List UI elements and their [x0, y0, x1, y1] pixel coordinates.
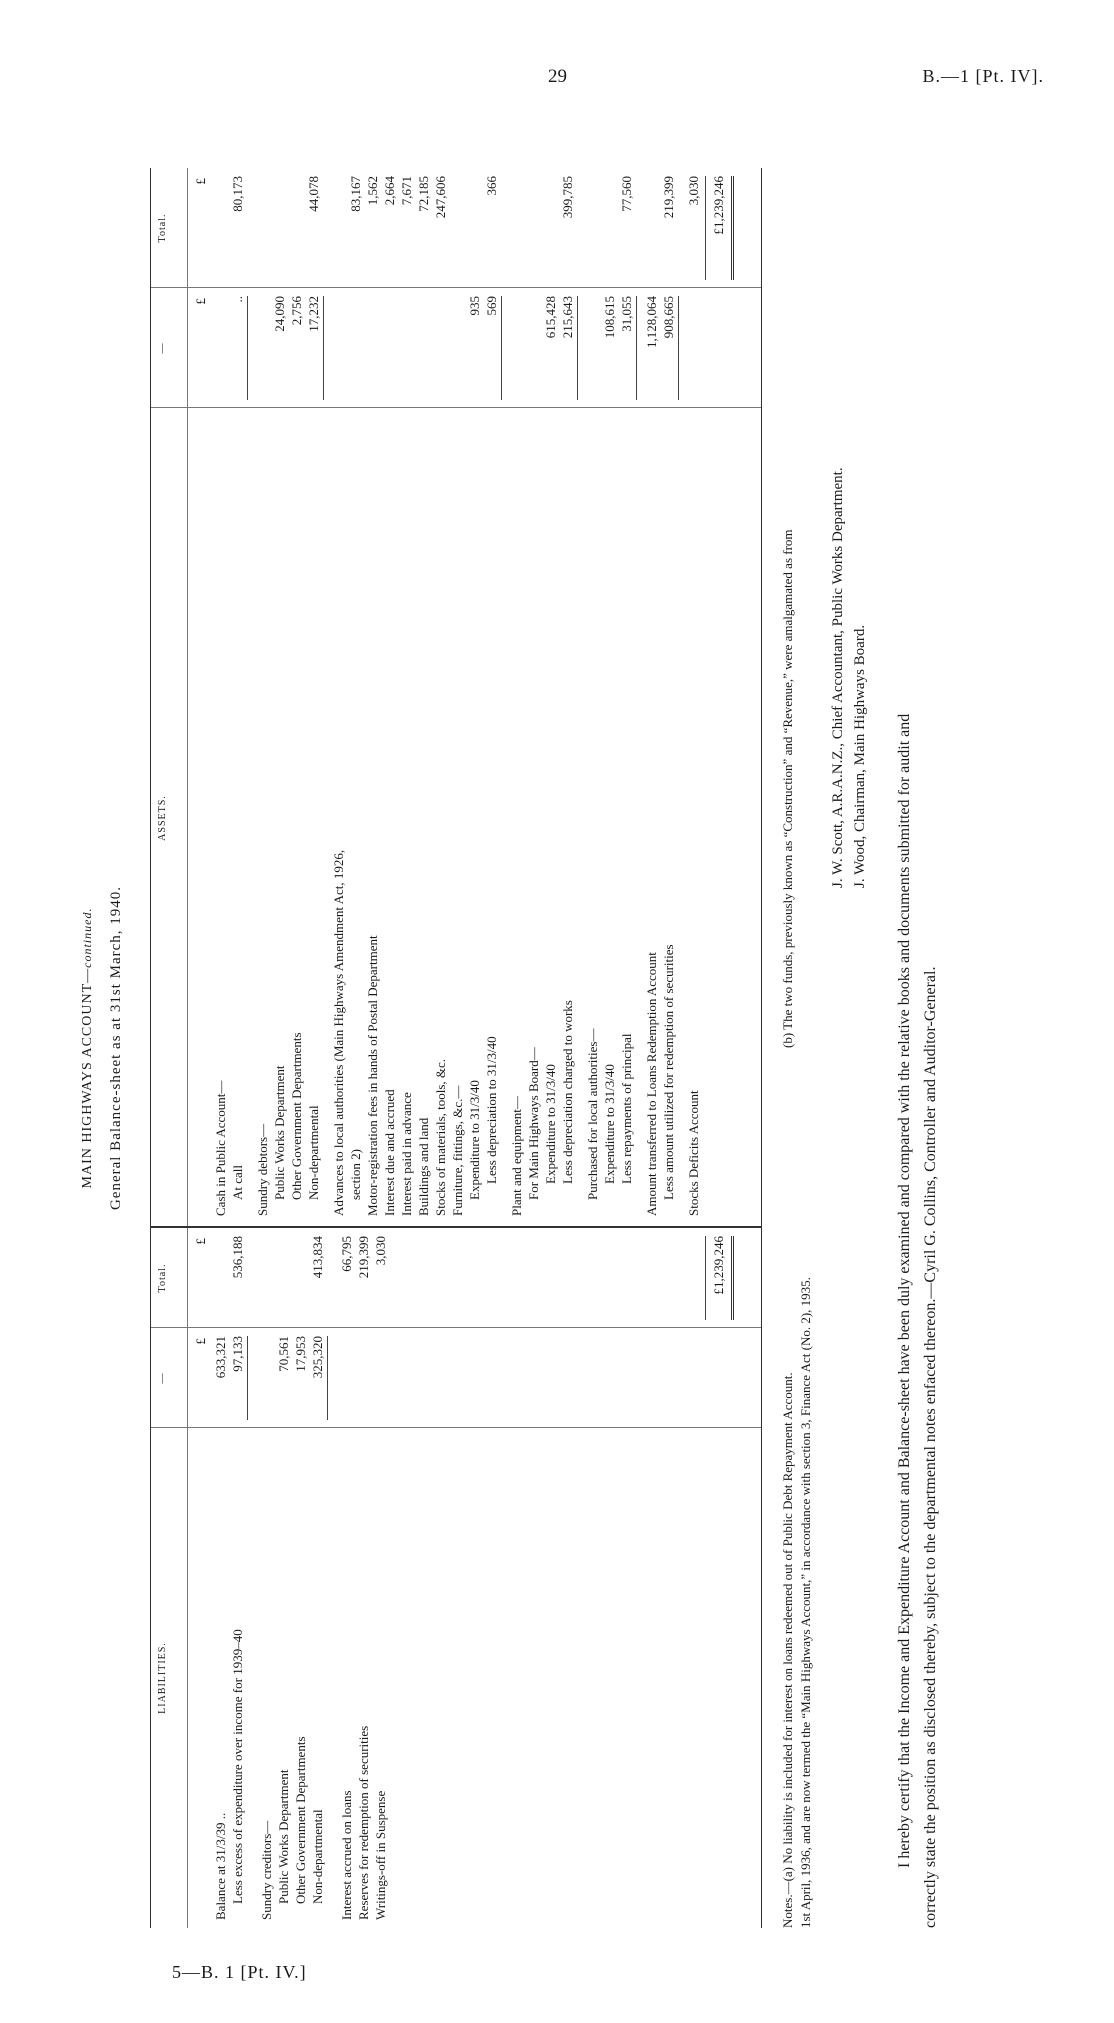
assets-row-label: Sundry debtors—	[255, 1123, 270, 1216]
assets-row-total: 219,399	[661, 176, 676, 219]
assets-row-label: For Main Highways Board—	[526, 1047, 541, 1200]
assets-row-label: At call	[230, 1164, 245, 1200]
assets-row-total: 77,560	[619, 176, 634, 212]
assets-row-total: 7,671	[399, 176, 414, 206]
liabilities-total-header: Total.	[157, 1263, 168, 1293]
liabilities-row-label: Balance at 31/3/39 ..	[213, 1812, 228, 1920]
assets-heading: ASSETS.	[157, 795, 168, 841]
note-a: Notes.—(a) No liability is included for interest on loans redeemed out of Public Debt Repayment Account.	[780, 1372, 795, 1928]
liabilities-row-label: Less excess of expenditure over income for 1939–40	[230, 1629, 245, 1904]
header-rule	[187, 168, 188, 1928]
assets-row-amount: 615,428	[543, 296, 558, 339]
liabilities-row-amount: 97,133	[230, 1336, 245, 1372]
assets-row-total: 1,562	[365, 176, 380, 206]
liabilities-dash-header: —	[157, 1372, 168, 1384]
liabilities-row-label: Interest accrued on loans	[339, 1790, 354, 1920]
assets-row-total: 72,185	[416, 176, 431, 212]
assets-row-amount: 935	[467, 296, 482, 316]
liabilities-subtotal-rule	[327, 1336, 328, 1420]
liabilities-row-label: Public Works Department	[276, 1769, 291, 1904]
assets-row-label: Motor-registration fees in hands of Postal Department	[365, 935, 380, 1216]
page-number: 29	[548, 66, 567, 87]
assets-row-label: Stocks Deficits Account	[686, 1090, 701, 1216]
assets-row-label: section 2)	[348, 1149, 363, 1200]
liabilities-grand-total-double-rule	[731, 1236, 734, 1320]
assets-total-currency-symbol: £	[193, 178, 208, 185]
assets-subtotal-rule	[678, 296, 679, 400]
assets-subtotal-rule	[577, 296, 578, 400]
assets-row-amount: 17,232	[306, 296, 321, 332]
assets-row-label: Public Works Department	[272, 1065, 287, 1200]
assets-row-label: Buildings and land	[416, 1117, 431, 1216]
assets-row-label: Expenditure to 31/3/40	[543, 1064, 558, 1184]
liabilities-row-amount: 633,321	[213, 1336, 228, 1379]
liabilities-row-amount: 325,320	[310, 1336, 325, 1379]
signature-chief-accountant: J. W. Scott, A.R.A.N.Z., Chief Accountant, Public Works Department.	[830, 467, 846, 888]
liabilities-row-total: 413,834	[310, 1236, 325, 1279]
assets-row-label: Expenditure to 31/3/40	[467, 1080, 482, 1200]
liabilities-row-label: Sundry creditors—	[259, 1820, 274, 1920]
assets-row-total: 247,606	[433, 176, 448, 219]
assets-row-label: Less repayments of principal	[619, 1033, 634, 1184]
assets-subtotal-rule	[501, 296, 502, 400]
page-reference-bottom: 5—B. 1 [Pt. IV.]	[172, 1962, 307, 1982]
account-title: MAIN HIGHWAYS ACCOUNT—continued.	[80, 907, 95, 1189]
liabilities-row-amount: 70,561	[276, 1336, 291, 1372]
assets-row-amount: ..	[230, 296, 245, 303]
assets-row-label: Other Government Departments	[289, 1032, 304, 1200]
liabilities-row-label: Writings-off in Suspense	[373, 1790, 388, 1920]
liabilities-row-total: 3,030	[373, 1236, 388, 1266]
assets-row-label: Interest paid in advance	[399, 1092, 414, 1216]
assets-row-label: Less depreciation to 31/3/40	[484, 1036, 499, 1184]
assets-row-amount: 108,615	[602, 296, 617, 339]
signature-chairman: J. Wood, Chairman, Main Highways Board.	[852, 624, 868, 888]
liabilities-row-total: 219,399	[356, 1236, 371, 1279]
assets-subtotal-rule	[636, 296, 637, 400]
liabilities-row-label: Other Government Departments	[293, 1736, 308, 1904]
assets-row-total: 3,030	[686, 176, 701, 206]
assets-row-label: Advances to local authorities (Main Highways Amendment Act, 1926,	[331, 849, 346, 1216]
assets-row-label: Plant and equipment—	[509, 1096, 524, 1216]
assets-row-amount: 2,756	[289, 296, 304, 326]
assets-row-label: Non-departmental	[306, 1105, 321, 1200]
note-b-line2: 1st April, 1936, and are now termed the “Main Highways Account,” in accordance with section 3, Finance Act (No. 2), 1935.	[798, 1277, 813, 1928]
liabilities-heading: LIABILITIES.	[157, 1642, 168, 1714]
continued-label: continued.	[80, 907, 94, 968]
assets-row-amount: 1,128,064	[644, 296, 659, 348]
assets-row-label: Stocks of materials, tools, &c.	[433, 1058, 448, 1216]
balance-sheet-subtitle: General Balance-sheet as at 31st March, 1940.	[108, 885, 124, 1211]
liabilities-row-total: 66,795	[339, 1236, 354, 1272]
audit-certificate-line1: I hereby certify that the Income and Expenditure Account and Balance-sheet have been duly examined and compared with the relative books and documents submitted for audit and	[896, 713, 913, 1868]
assets-row-label: Less amount utilized for redemption of securities	[661, 944, 676, 1200]
assets-row-label: Furniture, fittings, &c.—	[450, 1085, 465, 1216]
assets-grand-total: £1,239,246	[711, 176, 726, 235]
liabilities-row-label: Non-departmental	[310, 1809, 325, 1904]
assets-grand-total-rule	[705, 176, 706, 280]
assets-row-label: Interest due and accrued	[382, 1089, 397, 1216]
page-reference-top: B.—1 [Pt. IV].	[922, 66, 1044, 86]
liabilities-row-amount: 17,953	[293, 1336, 308, 1372]
liabilities-subtotal-rule	[247, 1336, 248, 1420]
assets-row-amount: 908,665	[661, 296, 676, 339]
liabilities-row-label: Reserves for redemption of securities	[356, 1725, 371, 1920]
liabilities-grand-total: £1,239,246	[711, 1236, 726, 1295]
assets-row-amount: 569	[484, 296, 499, 316]
assets-row-amount: 215,643	[560, 296, 575, 339]
assets-row-total: 2,664	[382, 176, 397, 206]
assets-row-total: 80,173	[230, 176, 245, 212]
assets-row-amount: 31,055	[619, 296, 634, 332]
assets-subtotal-rule	[323, 296, 324, 400]
assets-currency-symbol: £	[193, 298, 208, 305]
liabilities-currency-symbol: £	[193, 1338, 208, 1345]
liabilities-total-currency-symbol: £	[193, 1238, 208, 1245]
assets-row-label: Less depreciation charged to works	[560, 1000, 575, 1184]
rotated-balance-sheet	[70, 128, 990, 1968]
liabilities-row-total: 536,188	[230, 1236, 245, 1279]
assets-row-label: Purchased for local authorities—	[585, 1028, 600, 1200]
assets-row-label: Cash in Public Account—	[213, 1080, 228, 1216]
assets-row-amount: 24,090	[272, 296, 287, 332]
assets-subtotal-rule	[247, 296, 248, 400]
note-b-line1: (b) The two funds, previously known as “Construction” and “Revenue,” were amalgamated as from	[780, 529, 795, 1048]
assets-row-total: 83,167	[348, 176, 363, 212]
liabilities-grand-total-rule	[705, 1236, 706, 1320]
assets-dash-header: —	[157, 342, 168, 354]
assets-row-label: Amount transferred to Loans Redemption Account	[644, 952, 659, 1216]
assets-row-total: 44,078	[306, 176, 321, 212]
assets-total-header: Total.	[157, 213, 168, 243]
assets-row-total: 399,785	[560, 176, 575, 219]
assets-row-label: Expenditure to 31/3/40	[602, 1064, 617, 1184]
assets-grand-total-double-rule	[731, 176, 734, 280]
assets-row-total: 366	[484, 176, 499, 196]
audit-certificate-line2: correctly state the position as disclosed thereby, subject to the departmental notes enfaced thereon.—Cyril G. Collins, Controller and Auditor-General.	[922, 966, 939, 1928]
liabilities-assets-divider	[151, 1226, 761, 1228]
balance-sheet-table	[150, 168, 762, 1928]
